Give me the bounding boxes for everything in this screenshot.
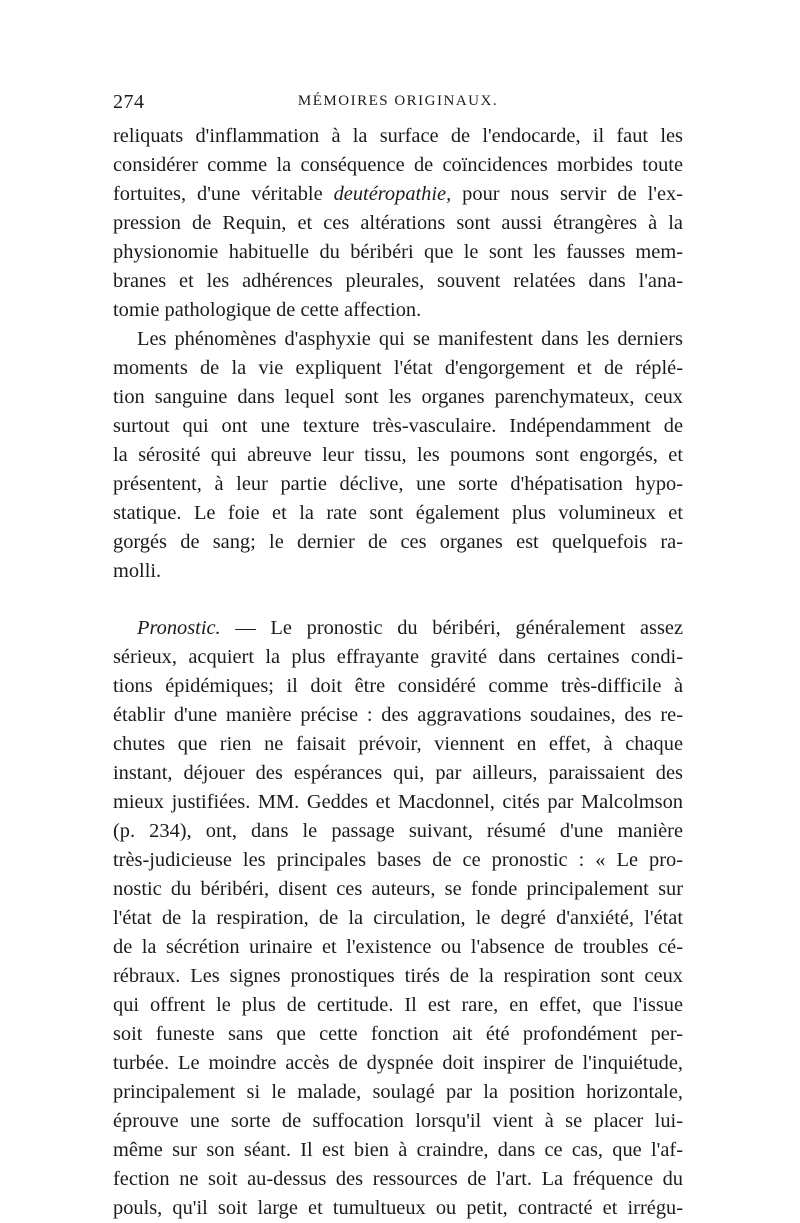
running-title: MÉMOIRES ORIGINAUX.	[297, 93, 499, 109]
text-line: chutes que rien ne faisait prévoir, viennent en effet, à chaque	[113, 733, 683, 755]
section-heading: Pronostic.	[137, 617, 221, 639]
text-line: tomie pathologique de cette affection.	[113, 299, 422, 321]
text-line	[113, 180, 683, 209]
text-line: même sur son séant. Il est bien à craindre, dans ce cas, que l'af-	[113, 1139, 683, 1161]
text-line: très-judicieuse les principales bases de ce pronostic : « Le pro-	[113, 849, 683, 871]
text-line: présentent, à leur partie déclive, une sorte d'hépatisation hypo-	[113, 473, 683, 495]
text-line: pression de Requin, et ces altérations sont aussi étrangères à la	[113, 212, 683, 234]
text-line: turbée. Le moindre accès de dyspnée doit inspirer de l'inquiétude,	[113, 1052, 683, 1074]
paragraph-asphyxie	[113, 325, 683, 586]
text-line: mieux justifiées. MM. Geddes et Macdonnel, cités par Malcolmson	[113, 791, 683, 813]
text-line: statique. Le foie et la rate sont également plus volumineux et	[113, 502, 683, 524]
page-number: 274	[113, 91, 145, 113]
paragraph-spacer	[113, 586, 683, 614]
text-line: sérieux, acquiert la plus effrayante gravité dans certaines condi-	[113, 646, 683, 668]
text-line: (p. 234), ont, dans le passage suivant, résumé d'une manière	[113, 820, 683, 842]
text-line: la sérosité qui abreuve leur tissu, les poumons sont engorgés, et	[113, 444, 683, 466]
text-line: Les phénomènes d'asphyxie qui se manifestent dans les derniers	[137, 328, 683, 350]
text-line	[113, 614, 683, 643]
text-line: de la sécrétion urinaire et l'existence ou l'absence de troubles cé-	[113, 936, 683, 958]
text-line: soit funeste sans que cette fonction ait été profondément per-	[113, 1023, 683, 1045]
text-line: l'état de la respiration, de la circulation, le degré d'anxiété, l'état	[113, 907, 683, 929]
italic-term: deutéropathie,	[333, 183, 452, 205]
text-segment: — Le pronostic du béribéri, généralement assez	[235, 617, 683, 639]
text-line: molli.	[113, 560, 162, 582]
text-line: principalement si le malade, soulagé par la position horizontale,	[113, 1081, 683, 1103]
text-line: qui offrent le plus de certitude. Il est rare, en effet, que l'issue	[113, 994, 683, 1016]
text-line: surtout qui ont une texture très-vasculaire. Indépendamment de	[113, 415, 683, 437]
text-segment: pour nous servir de l'ex-	[462, 183, 683, 205]
paragraph-endocarde	[113, 122, 683, 325]
text-line: considérer comme la conséquence de coïncidences morbides toute	[113, 154, 683, 176]
text-line: instant, déjouer des espérances qui, par ailleurs, paraissaient des	[113, 762, 683, 784]
text-line: moments de la vie expliquent l'état d'engorgement et de réplé-	[113, 357, 683, 379]
paragraph-pronostic	[113, 614, 683, 1223]
text-line: pouls, qu'il soit large et tumultueux ou petit, contracté et irrégu-	[113, 1197, 683, 1219]
text-line: reliquats d'inflammation à la surface de l'endocarde, il faut les	[113, 125, 683, 147]
text-line: nostic du béribéri, disent ces auteurs, se fonde principalement sur	[113, 878, 683, 900]
text-line: physionomie habituelle du béribéri que le sont les fausses mem-	[113, 241, 683, 263]
text-line: branes et les adhérences pleurales, souvent relatées dans l'ana-	[113, 270, 683, 292]
text-segment: fortuites, d'une véritable	[113, 183, 323, 205]
body-text	[113, 122, 683, 1223]
text-line: gorgés de sang; le dernier de ces organes est quelquefois ra-	[113, 531, 683, 553]
text-line: tions épidémiques; il doit être considéré comme très-difficile à	[113, 675, 683, 697]
text-line: rébraux. Les signes pronostiques tirés de la respiration sont ceux	[113, 965, 683, 987]
page-header	[113, 91, 683, 121]
text-line: fection ne soit au-dessus des ressources de l'art. La fréquence du	[113, 1168, 683, 1190]
text-line: établir d'une manière précise : des aggravations soudaines, des re-	[113, 704, 683, 726]
text-line: éprouve une sorte de suffocation lorsqu'il vient à se placer lui-	[113, 1110, 683, 1132]
text-line: tion sanguine dans lequel sont les organes parenchymateux, ceux	[113, 386, 683, 408]
